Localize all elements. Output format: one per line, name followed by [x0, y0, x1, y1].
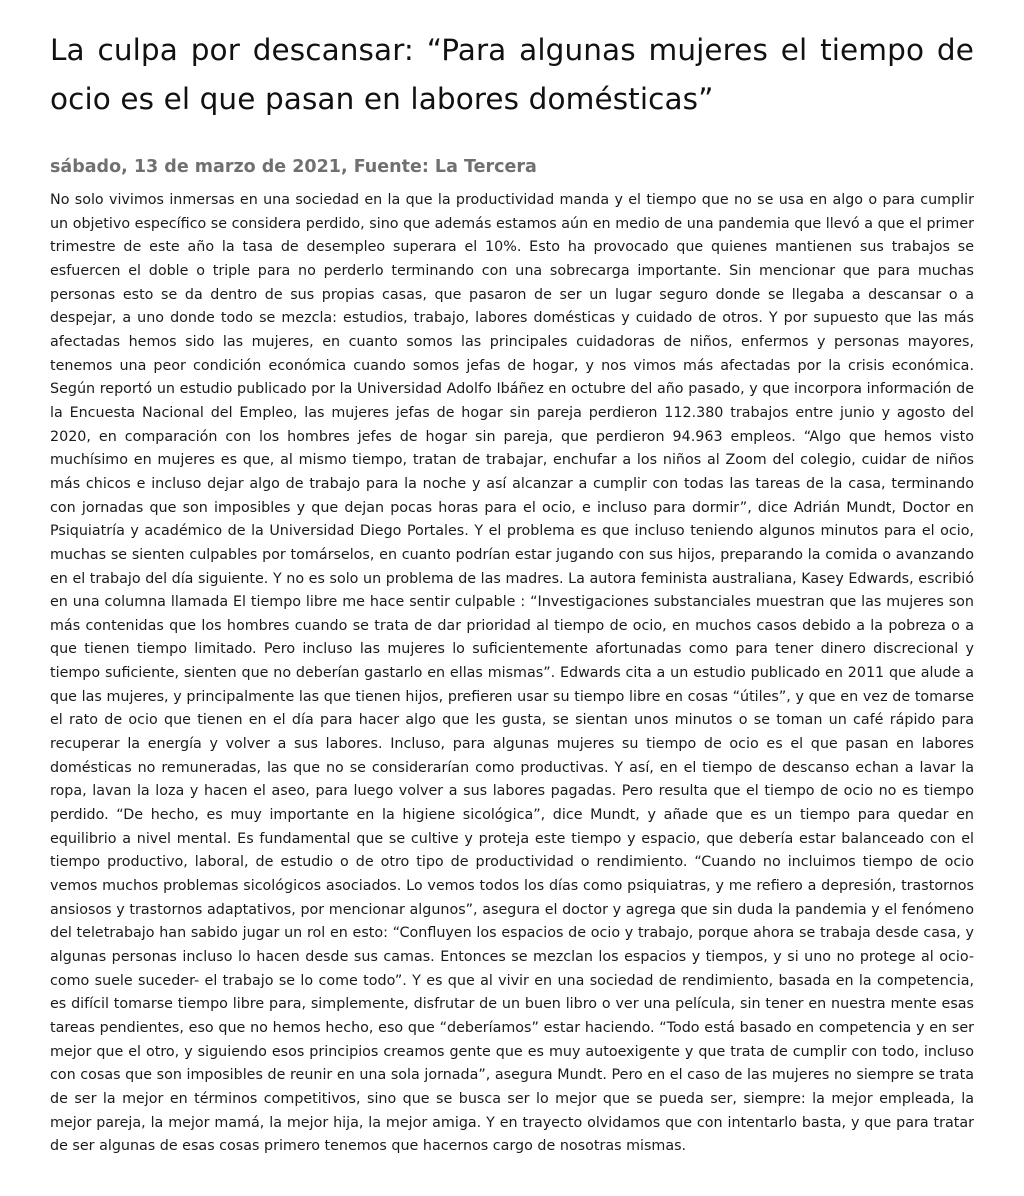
article-body: No solo vivimos inmersas en una sociedad en la que la productividad manda y el tiempo que no se usa en algo o para cumplir un objetivo específico se considera perdido, sino que además estamos aún en medio de una pandemia que llevó a que el primer trimestre de este año la tasa de desempleo superara el 10%. Esto ha provocado que quienes mantienen sus trabajos se esfuercen el doble o triple para no perderlo terminando con una sobrecarga importante. Sin mencionar que para muchas personas esto se da dentro de sus propias casas, que pasaron de ser un lugar seguro donde se llegaba a descansar o a despejar, a uno donde todo se mezcla: estudios, trabajo, labores domésticas y cuidado de otros. Y por supuesto que las más afectadas hemos sido las mujeres, en cuanto somos las principales cuidadoras de niños, enfermos y personas mayores, tenemos una peor condición económica cuando somos jefas de hogar, y nos vimos más afectadas por la crisis económica. Según reportó un estudio publicado por la Universidad Adolfo Ibáñez en octubre del año pasado, y que incorpora información de la Encuesta Nacional del Empleo, las mujeres jefas de hogar sin pareja perdieron 112.380 trabajos entre junio y agosto del 2020, en comparación con los hombres jefes de hogar sin pareja, que perdieron 94.963 empleos. “Algo que hemos visto muchísimo en mujeres es que, al mismo tiempo, tratan de trabajar, enchufar a los niños al Zoom del colegio, cuidar de niños más chicos e incluso dejar algo de trabajo para la noche y así alcanzar a cumplir con todas las tareas de la casa, terminando con jornadas que son imposibles y que dejan pocas horas para el ocio, e incluso para dormir”, dice Adrián Mundt, Doctor en Psiquiatría y académico de la Universidad Diego Portales. Y el problema es que incluso teniendo algunos minutos para el ocio, muchas se sienten culpables por tomárselos, en cuanto podrían estar jugando con sus hijos, preparando la comida o avanzando en el trabajo del día siguiente. Y no es solo un problema de las madres. La autora feminista australiana, Kasey Edwards, escribió en una columna llamada El tiempo libre me hace sentir culpable : “Investigaciones substanciales muestran que las mujeres son más contenidas que los hombres cuando se trata de dar prioridad al tiempo de ocio, en muchos casos debido a la pobreza o a que tienen tiempo limitado. Pero incluso las mujeres lo suficientemente afortunadas como para tener dinero discrecional y tiempo suficiente, sienten que no deberían gastarlo en ellas mismas”. Edwards cita a un estudio publicado en 2011 que alude a que las mujeres, y principalmente las que tienen hijos, prefieren usar su tiempo libre en cosas “útiles”, y que en vez de tomarse el rato de ocio que tienen en el día para hacer algo que les gusta, se sientan unos minutos o se toman un café rápido para recuperar la energía y volver a sus labores. Incluso, para algunas mujeres su tiempo de ocio es el que pasan en labores domésticas no remuneradas, las que no se considerarían como productivas. Y así, en el tiempo de descanso echan a lavar la ropa, lavan la loza y hacen el aseo, para luego volver a sus labores pagadas. Pero resulta que el tiempo de ocio no es tiempo perdido. “De hecho, es muy importante en la higiene sicológica”, dice Mundt, y añade que es un tiempo para quedar en equilibrio a nivel mental. Es fundamental que se cultive y proteja este tiempo y espacio, que debería estar balanceado con el tiempo productivo, laboral, de estudio o de otro tipo de productividad o rendimiento. “Cuando no incluimos tiempo de ocio vemos muchos problemas sicológicos asociados. Lo vemos todos los días como psiquiatras, y me refiero a depresión, trastornos ansiosos y trastornos adaptativos, por mencionar algunos”, asegura el doctor y agrega que sin duda la pandemia y el fenómeno del teletrabajo han sabido jugar un rol en esto: “Confluyen los espacios de ocio y trabajo, porque ahora se trabaja desde casa, y algunas personas incluso lo hacen desde sus camas. Entonces se mezclan los espacios y tiempos, y si uno no protege al ocio- como suele suceder- el trabajo se lo come todo”. Y es que al vivir en una sociedad de rendimiento, basada en la competencia, es difícil tomarse tiempo libre para, simplemente, disfrutar de un buen libro o ver una película, sin tener en nuestra mente esas tareas pendientes, eso que no hemos hecho, eso que “deberíamos” estar haciendo. “Todo está basado en competencia y en ser mejor que el otro, y siguiendo esos principios creamos gente que es muy autoexigente y que trata de cumplir con todo, incluso con cosas que son imposibles de reunir en una sola jornada”, asegura Mundt. Pero en el caso de las mujeres no siempre se trata de ser la mejor en términos competitivos, sino que se busca ser lo mejor que se pueda ser, siempre: la mejor empleada, la mejor pareja, la mejor mamá, la mejor hija, la mejor amiga. Y en trayecto olvidamos que con intentarlo basta, y que para tratar de ser algunas de esas cosas primero tenemos que hacernos cargo de nosotras mismas. — [50, 192, 974, 1155]
article-meta — [50, 154, 974, 180]
meta-separator: , — [340, 157, 354, 177]
article — [50, 20, 974, 1159]
article-date: sábado, 13 de marzo de 2021 — [50, 157, 341, 177]
article-title: La culpa por descansar: “Para algunas mujeres el tiempo de ocio es el que pasan en labores domésticas” — [50, 33, 974, 116]
article-source: Fuente: La Tercera — [353, 157, 537, 177]
